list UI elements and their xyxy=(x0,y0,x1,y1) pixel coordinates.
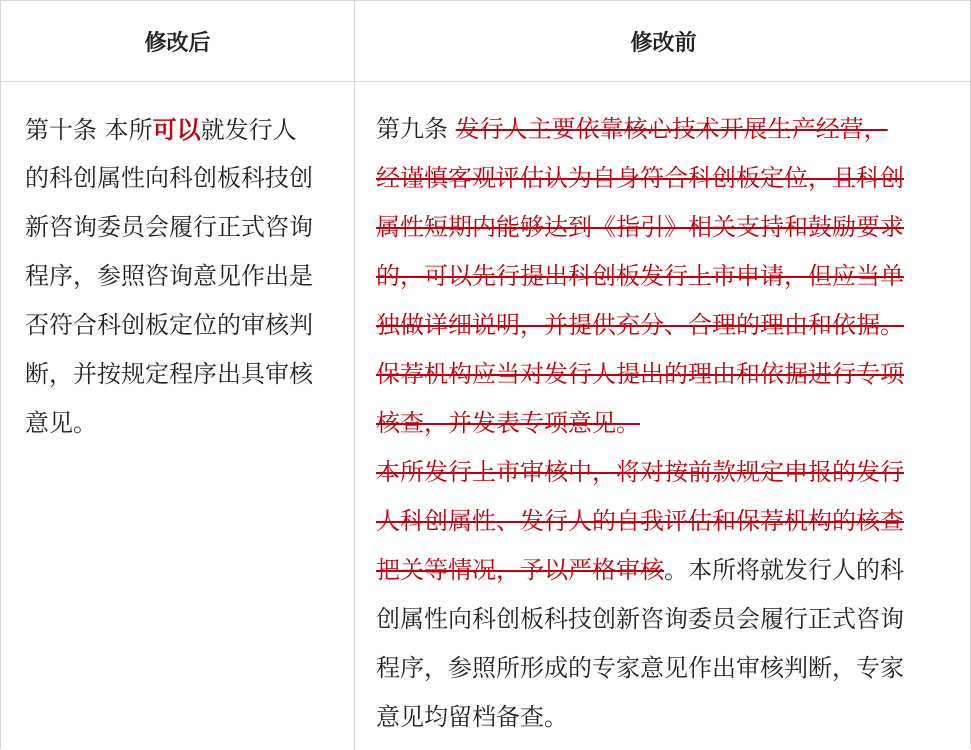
deleted-text: 保荐机构应当对发行人提出的理由和依据进行专项 xyxy=(376,360,904,388)
column-divider xyxy=(354,1,355,750)
text-line xyxy=(376,546,951,595)
text-line xyxy=(25,350,340,399)
text-line xyxy=(376,595,951,644)
body-text: 就发行人 xyxy=(200,116,297,144)
text-line xyxy=(376,154,951,203)
deleted-text: 本所发行上市审核中，将对按前款规定申报的发行 xyxy=(376,458,904,486)
text-line xyxy=(376,252,951,301)
text-line xyxy=(376,105,951,154)
text-line xyxy=(376,448,951,497)
deleted-text: 属性短期内能够达到《指引》相关支持和鼓励要求 xyxy=(376,213,904,241)
text-line xyxy=(376,301,951,350)
text-line xyxy=(376,399,951,448)
text-line xyxy=(25,399,340,448)
text-line xyxy=(25,154,340,203)
header-before: 修改前 xyxy=(630,29,697,56)
text-line xyxy=(376,497,951,546)
text-line xyxy=(25,105,340,154)
added-text: 可以 xyxy=(152,115,201,144)
body-text: 。本所将就发行人的科 xyxy=(664,556,904,584)
deleted-text: 独做详细说明，并提供充分、合理的理由和依据。 xyxy=(376,311,904,339)
text-line xyxy=(25,301,340,350)
body-text: 程序，参照所形成的专家意见作出审核判断，专家 xyxy=(376,654,904,682)
body-text: 程序，参照咨询意见作出是 xyxy=(25,262,313,290)
text-line xyxy=(376,693,951,742)
body-text: 的科创属性向科创板科技创 xyxy=(25,164,313,192)
body-text: 意见均留档备查。 xyxy=(376,703,568,731)
header-divider xyxy=(1,81,971,82)
deleted-text: 把关等情况，予以严格审核 xyxy=(376,556,664,584)
body-text: 第九条 xyxy=(376,115,456,143)
deleted-text: 人科创属性、发行人的自我评估和保荐机构的核查 xyxy=(376,507,904,535)
after-text-cell xyxy=(25,105,340,448)
text-line xyxy=(25,252,340,301)
before-text-cell xyxy=(376,105,951,742)
text-line xyxy=(25,203,340,252)
deleted-text: 的，可以先行提出科创板发行上市申请，但应当单 xyxy=(376,262,904,290)
body-text: 新咨询委员会履行正式咨询 xyxy=(25,213,313,241)
deleted-text: 经谨慎客观评估认为自身符合科创板定位，且科创 xyxy=(376,164,904,192)
body-text: 第十条 本所 xyxy=(25,116,153,144)
deleted-text: 发行人主要依靠核心技术开展生产经营， xyxy=(455,115,888,143)
deleted-text: 核查，并发表专项意见。 xyxy=(376,409,640,437)
text-line xyxy=(376,203,951,252)
text-line xyxy=(376,350,951,399)
body-text: 创属性向科创板科技创新咨询委员会履行正式咨询 xyxy=(376,605,904,633)
header-after: 修改后 xyxy=(144,29,211,56)
body-text: 断，并按规定程序出具审核 xyxy=(25,360,313,388)
body-text: 否符合科创板定位的审核判 xyxy=(25,311,313,339)
body-text: 意见。 xyxy=(25,409,97,437)
text-line xyxy=(376,644,951,693)
